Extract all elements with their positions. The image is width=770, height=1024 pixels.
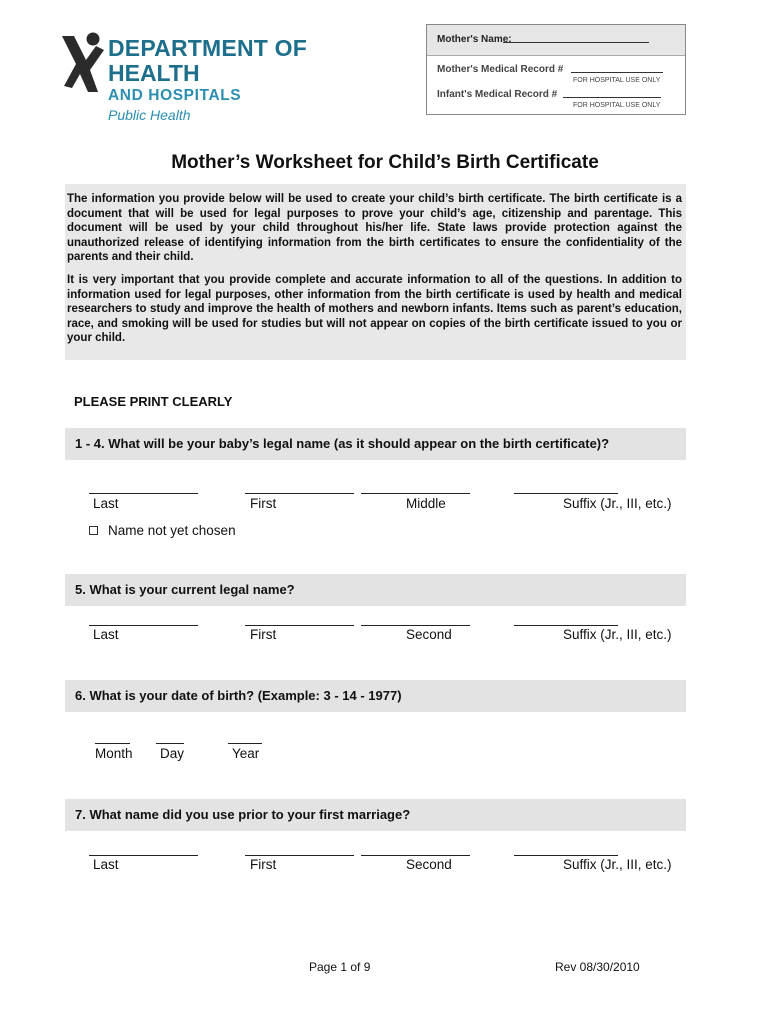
mother-first-name-field[interactable] — [245, 625, 354, 626]
logo-line-1: DEPARTMENT OF — [108, 35, 307, 61]
mother-suffix-label: Suffix (Jr., III, etc.) — [563, 627, 672, 642]
question-6-text: 6. What is your date of birth? (Example: 3 - 14 - 1977) — [75, 688, 402, 703]
intro-box — [65, 184, 686, 360]
baby-middle-label: Middle — [406, 496, 446, 511]
mother-last-label: Last — [93, 627, 119, 642]
infants-record-field[interactable] — [563, 88, 661, 98]
dob-day-field[interactable] — [156, 743, 184, 744]
maiden-first-name-field[interactable] — [245, 855, 354, 856]
logo-line-3: AND HOSPITALS — [108, 87, 242, 104]
infants-record-label: Infant's Medical Record # — [437, 89, 558, 100]
mothers-name-row — [427, 25, 685, 56]
maiden-first-label: First — [250, 857, 277, 872]
mothers-record-field[interactable] — [571, 63, 663, 73]
logo-line-4: Public Health — [108, 107, 191, 123]
baby-first-name-field[interactable] — [245, 493, 354, 494]
question-7-bar — [65, 799, 686, 831]
page-title: Mother’s Worksheet for Child’s Birth Certificate — [171, 152, 599, 173]
logo — [108, 36, 307, 123]
revision-date: Rev 08/30/2010 — [555, 960, 640, 974]
name-not-chosen-label: Name not yet chosen — [108, 523, 236, 538]
print-clearly-heading: PLEASE PRINT CLEARLY — [74, 394, 233, 409]
baby-middle-name-field[interactable] — [361, 493, 470, 494]
question-6-bar — [65, 680, 686, 712]
logo-figure-icon — [60, 30, 108, 96]
maiden-last-name-field[interactable] — [89, 855, 198, 856]
question-5-text: 5. What is your current legal name? — [75, 582, 295, 597]
intro-paragraph-1: The information you provide below will be used to create your child’s birth certificate. The birth certificate is a document that will be used for legal purposes to prove your child’s age, citizenship and parentage. This document will be used by your child throughout his/her life. State laws provide protection against the unauthorized release of identifying information from the birth certificates to ensure the confidentiality of the parents and their child. — [67, 193, 682, 264]
hospital-use-box — [426, 24, 686, 115]
baby-first-label: First — [250, 496, 277, 511]
maiden-last-label: Last — [93, 857, 119, 872]
mothers-name-label: Mother's Name: — [437, 34, 512, 45]
page-number: Page 1 of 9 — [309, 960, 371, 974]
dob-year-field[interactable] — [228, 743, 262, 744]
mothers-name-field[interactable] — [503, 33, 649, 43]
question-1-4-text: 1 - 4. What will be your baby’s legal name (as it should appear on the birth certificate)? — [75, 436, 610, 451]
question-7-text: 7. What name did you use prior to your first marriage? — [75, 807, 411, 822]
maiden-suffix-label: Suffix (Jr., III, etc.) — [563, 857, 672, 872]
mothers-record-label: Mother's Medical Record # — [437, 64, 564, 75]
name-not-chosen-checkbox[interactable] — [89, 526, 98, 535]
baby-last-name-field[interactable] — [89, 493, 198, 494]
dob-month-label: Month — [95, 746, 133, 761]
mother-first-label: First — [250, 627, 277, 642]
mother-suffix-field[interactable] — [514, 625, 618, 626]
question-1-4-bar — [65, 428, 686, 460]
mother-second-name-field[interactable] — [361, 625, 470, 626]
intro-paragraph-2: It is very important that you provide complete and accurate information to all of the questions. In addition to information used for legal purposes, other information from the birth certificate is used by health and medical researchers to study and improve the health of mothers and newborn infants. Items such as parent’s education, race, and smoking will be used for studies but will not appear on copies of the birth certificate issued to you or your child. — [67, 273, 682, 345]
baby-last-label: Last — [93, 496, 119, 511]
dob-month-field[interactable] — [95, 743, 130, 744]
hospital-use-note-2: FOR HOSPITAL USE ONLY — [573, 102, 661, 109]
baby-suffix-field[interactable] — [514, 493, 618, 494]
maiden-second-label: Second — [406, 857, 452, 872]
logo-line-2: HEALTH — [108, 60, 200, 86]
dob-year-label: Year — [232, 746, 260, 761]
hospital-use-note-1: FOR HOSPITAL USE ONLY — [573, 77, 661, 84]
mother-second-label: Second — [406, 627, 452, 642]
dob-day-label: Day — [160, 746, 185, 761]
maiden-suffix-field[interactable] — [514, 855, 618, 856]
baby-suffix-label: Suffix (Jr., III, etc.) — [563, 496, 672, 511]
maiden-second-name-field[interactable] — [361, 855, 470, 856]
question-5-bar — [65, 574, 686, 606]
mother-last-name-field[interactable] — [89, 625, 198, 626]
